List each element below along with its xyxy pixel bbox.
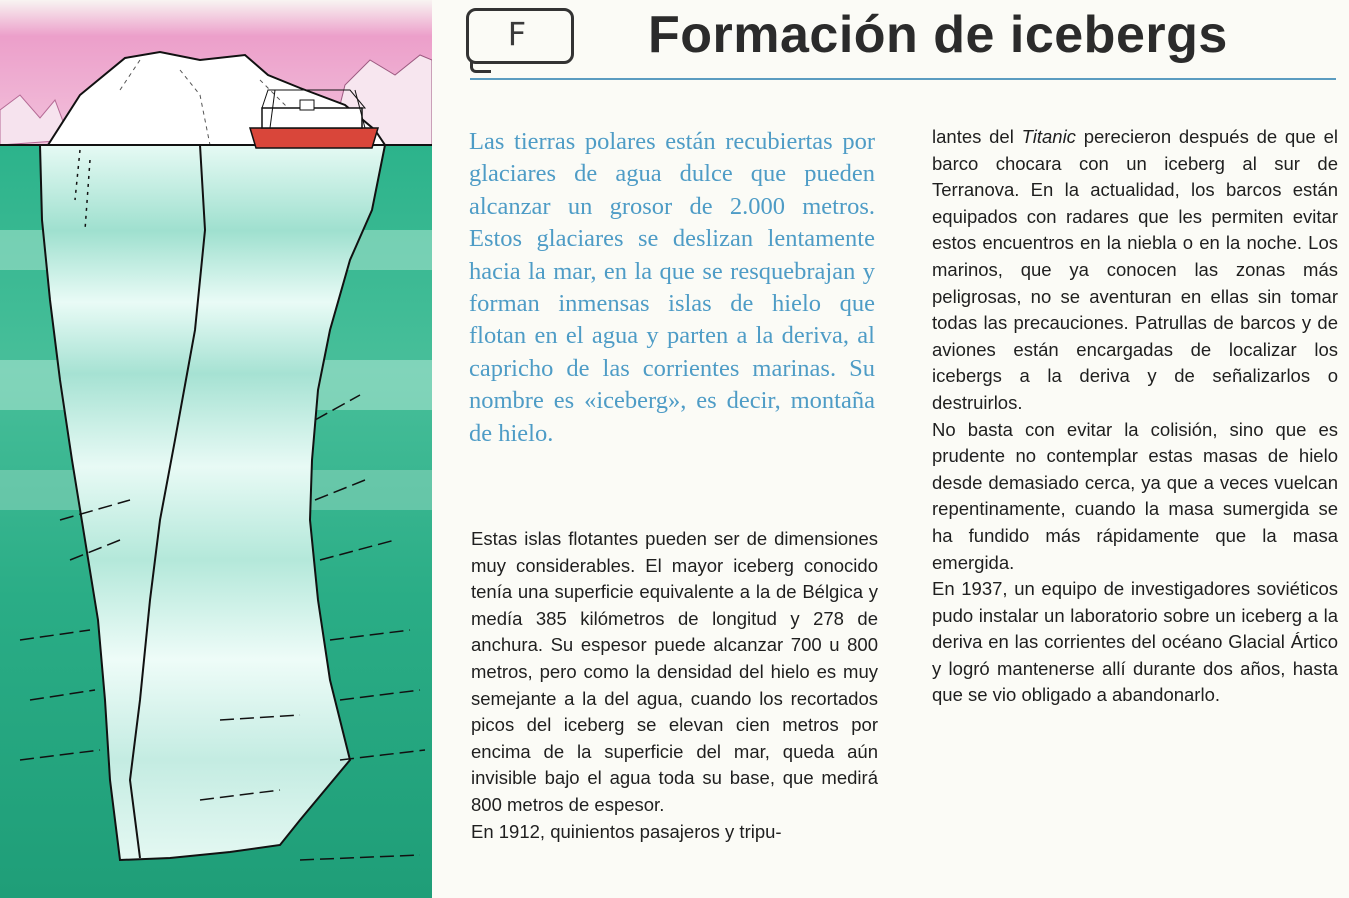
intro-paragraph: [469, 126, 875, 486]
badge-letter: F: [507, 15, 527, 53]
titanic-italic: Titanic: [1021, 126, 1076, 147]
paragraph: [932, 124, 1338, 417]
intro-text: Las tierras polares están recubiertas por glaciares de agua dulce que pueden alcanzar un grosor de 2.000 metros. Estos glaciares se deslizan lentamente hacia la mar, en la que se resquebrajan y forman inmensas islas de hielo que flotan en el agua y parten a la deriva, al capricho de las corrientes marinas. Su nombre es «iceberg», es decir, montaña de hielo.: [469, 128, 875, 447]
paragraph: Estas islas flotantes pueden ser de dimensiones muy considerables. El mayor iceberg conocido tenía una superficie equivalente a la de Bélgica y medía 385 kilómetros de longitud y 278 de anchura. Su espesor puede alcanzar 700 u 800 metros, pero como la densidad del hielo es muy semejante a la del agua, cuando los recortados picos del iceberg se elevan cien metros por encima de la superficie del mar, queda aún invisible bajo el agua toda su base, que medirá 800 metros de espesor.: [471, 528, 878, 815]
paragraph: En 1937, un equipo de investigadores soviéticos pudo instalar un laboratorio sobre un iceberg a la deriva en las corrientes del océano Glacial Ártico y logró mantenerse allí durante dos años, hasta que se vio obligado a abandonarlo.: [932, 578, 1338, 706]
body-column-right: [932, 124, 1338, 804]
paragraph: En 1912, quinientos pasajeros y tripu-: [471, 820, 782, 842]
paragraph: No basta con evitar la colisión, sino que es prudente no contemplar estas masas de hielo desde demasiado cerca, ya que a veces vuelcan repentinamente, cuando la masa sumergida se ha fundido más rápidamente que la masa emergida.: [932, 418, 1338, 573]
paragraph-rest: perecieron después de que el barco chocara con un iceberg al sur de Terranova. En la actualidad, los barcos están equipados con radares que les permiten evitar estos encuentros en la niebla o en la noche. Los marinos, que ya conocen las zonas más peligrosas, no se aventuran en ellas sin tomar todas las precauciones. Patrullas de barcos y de aviones están encargadas de localizar los icebergs a la deriva y de señalizarlos o destruirlos.: [932, 126, 1338, 413]
title-divider: [470, 78, 1336, 80]
body-column-left: [471, 526, 878, 898]
page-title: Formación de icebergs: [648, 6, 1228, 64]
section-badge: [466, 8, 574, 64]
paragraph-start: lantes del: [932, 126, 1022, 147]
iceberg-with-ship-illustration: [0, 0, 432, 898]
